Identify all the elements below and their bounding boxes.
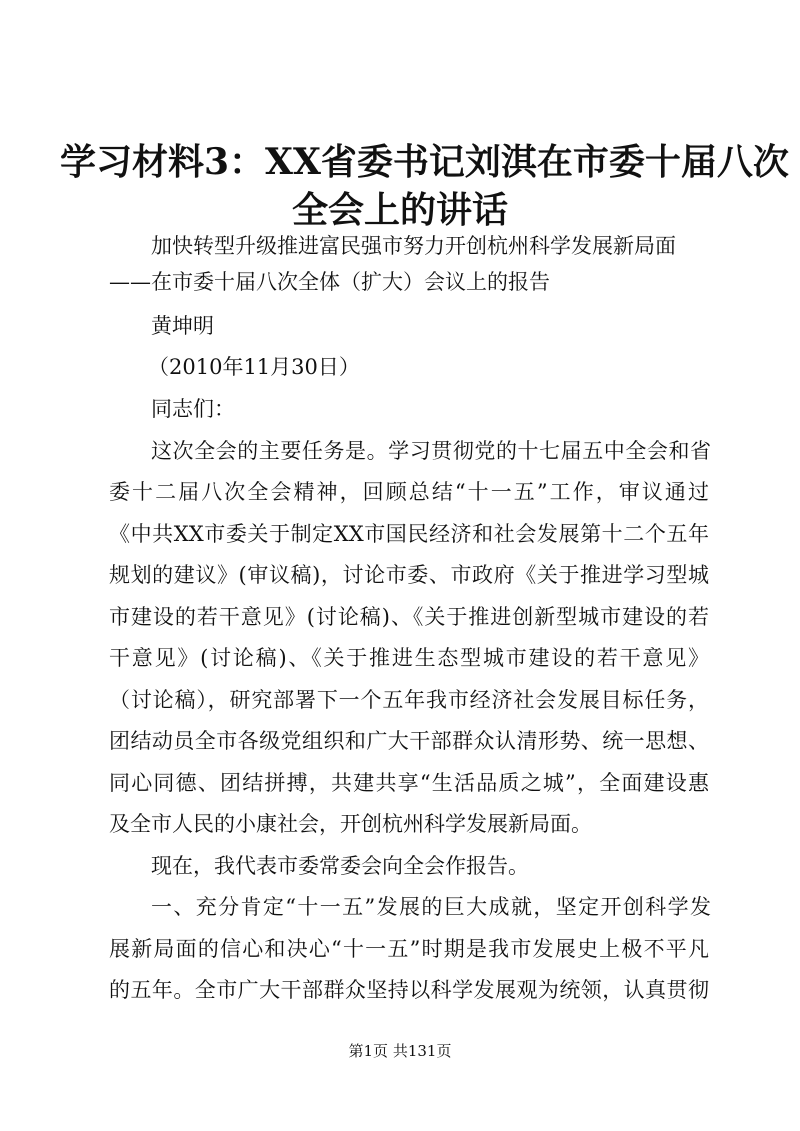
para1-line: 及全市人民的小康社会，开创杭州科学发展新局面。 — [109, 812, 592, 836]
title-line-2: 全会上的讲话 — [291, 189, 508, 231]
para1-line: 规划的建议》(审议稿)，讨论市委、市政府《关于推进学习型城 — [109, 563, 709, 587]
para1-line: 这次全会的主要任务是。学习贯彻党的十七届五中全会和省 — [151, 439, 711, 463]
para1-line: 委十二届八次全会精神，回顾总结“十一五”工作，审议通过 — [109, 480, 709, 504]
para3-line: 展新局面的信心和决心“十一五”时期是我市发展史上极不平凡 — [109, 937, 709, 961]
title-line-1: 学习材料3：XX省委书记刘淇在市委十届八次 — [60, 141, 789, 183]
page-title — [60, 138, 789, 234]
para1-line: 干意见》(讨论稿)、《关于推进生态型城市建设的若干意见》 — [109, 646, 709, 670]
para1-line: 团结动员全市各级党组织和广大干部群众认清形势、统一思想、 — [109, 729, 709, 753]
page-footer: 第1页 共131页 — [348, 1042, 452, 1060]
salutation: 同志们： — [151, 397, 235, 421]
subtitle: 加快转型升级推进富民强市努力开创杭州科学发展新局面 — [151, 234, 676, 258]
para1-line: 同心同德、团结拼搏，共建共享“生活品质之城”，全面建设惠 — [109, 771, 709, 795]
subtitle-2: ——在市委十届八次全体（扩大）会议上的报告 — [109, 270, 550, 294]
date: （2010年11月30日） — [148, 355, 360, 379]
para1-line: 《中共XX市委关于制定XX市国民经济和社会发展第十二个五年 — [109, 522, 709, 546]
para1-line: 市建设的若干意见》(讨论稿)、《关于推进创新型城市建设的若 — [109, 605, 709, 629]
para1-line: （讨论稿），研究部署下一个五年我市经济社会发展目标任务， — [109, 688, 709, 712]
para3-line: 一、充分肯定“十一五”发展的巨大成就，坚定开创科学发 — [151, 895, 711, 919]
para3-line: 的五年。全市广大干部群众坚持以科学发展观为统领，认真贯彻 — [109, 978, 709, 1002]
author: 黄坤明 — [151, 314, 214, 338]
para2: 现在，我代表市委常委会向全会作报告。 — [151, 854, 529, 878]
